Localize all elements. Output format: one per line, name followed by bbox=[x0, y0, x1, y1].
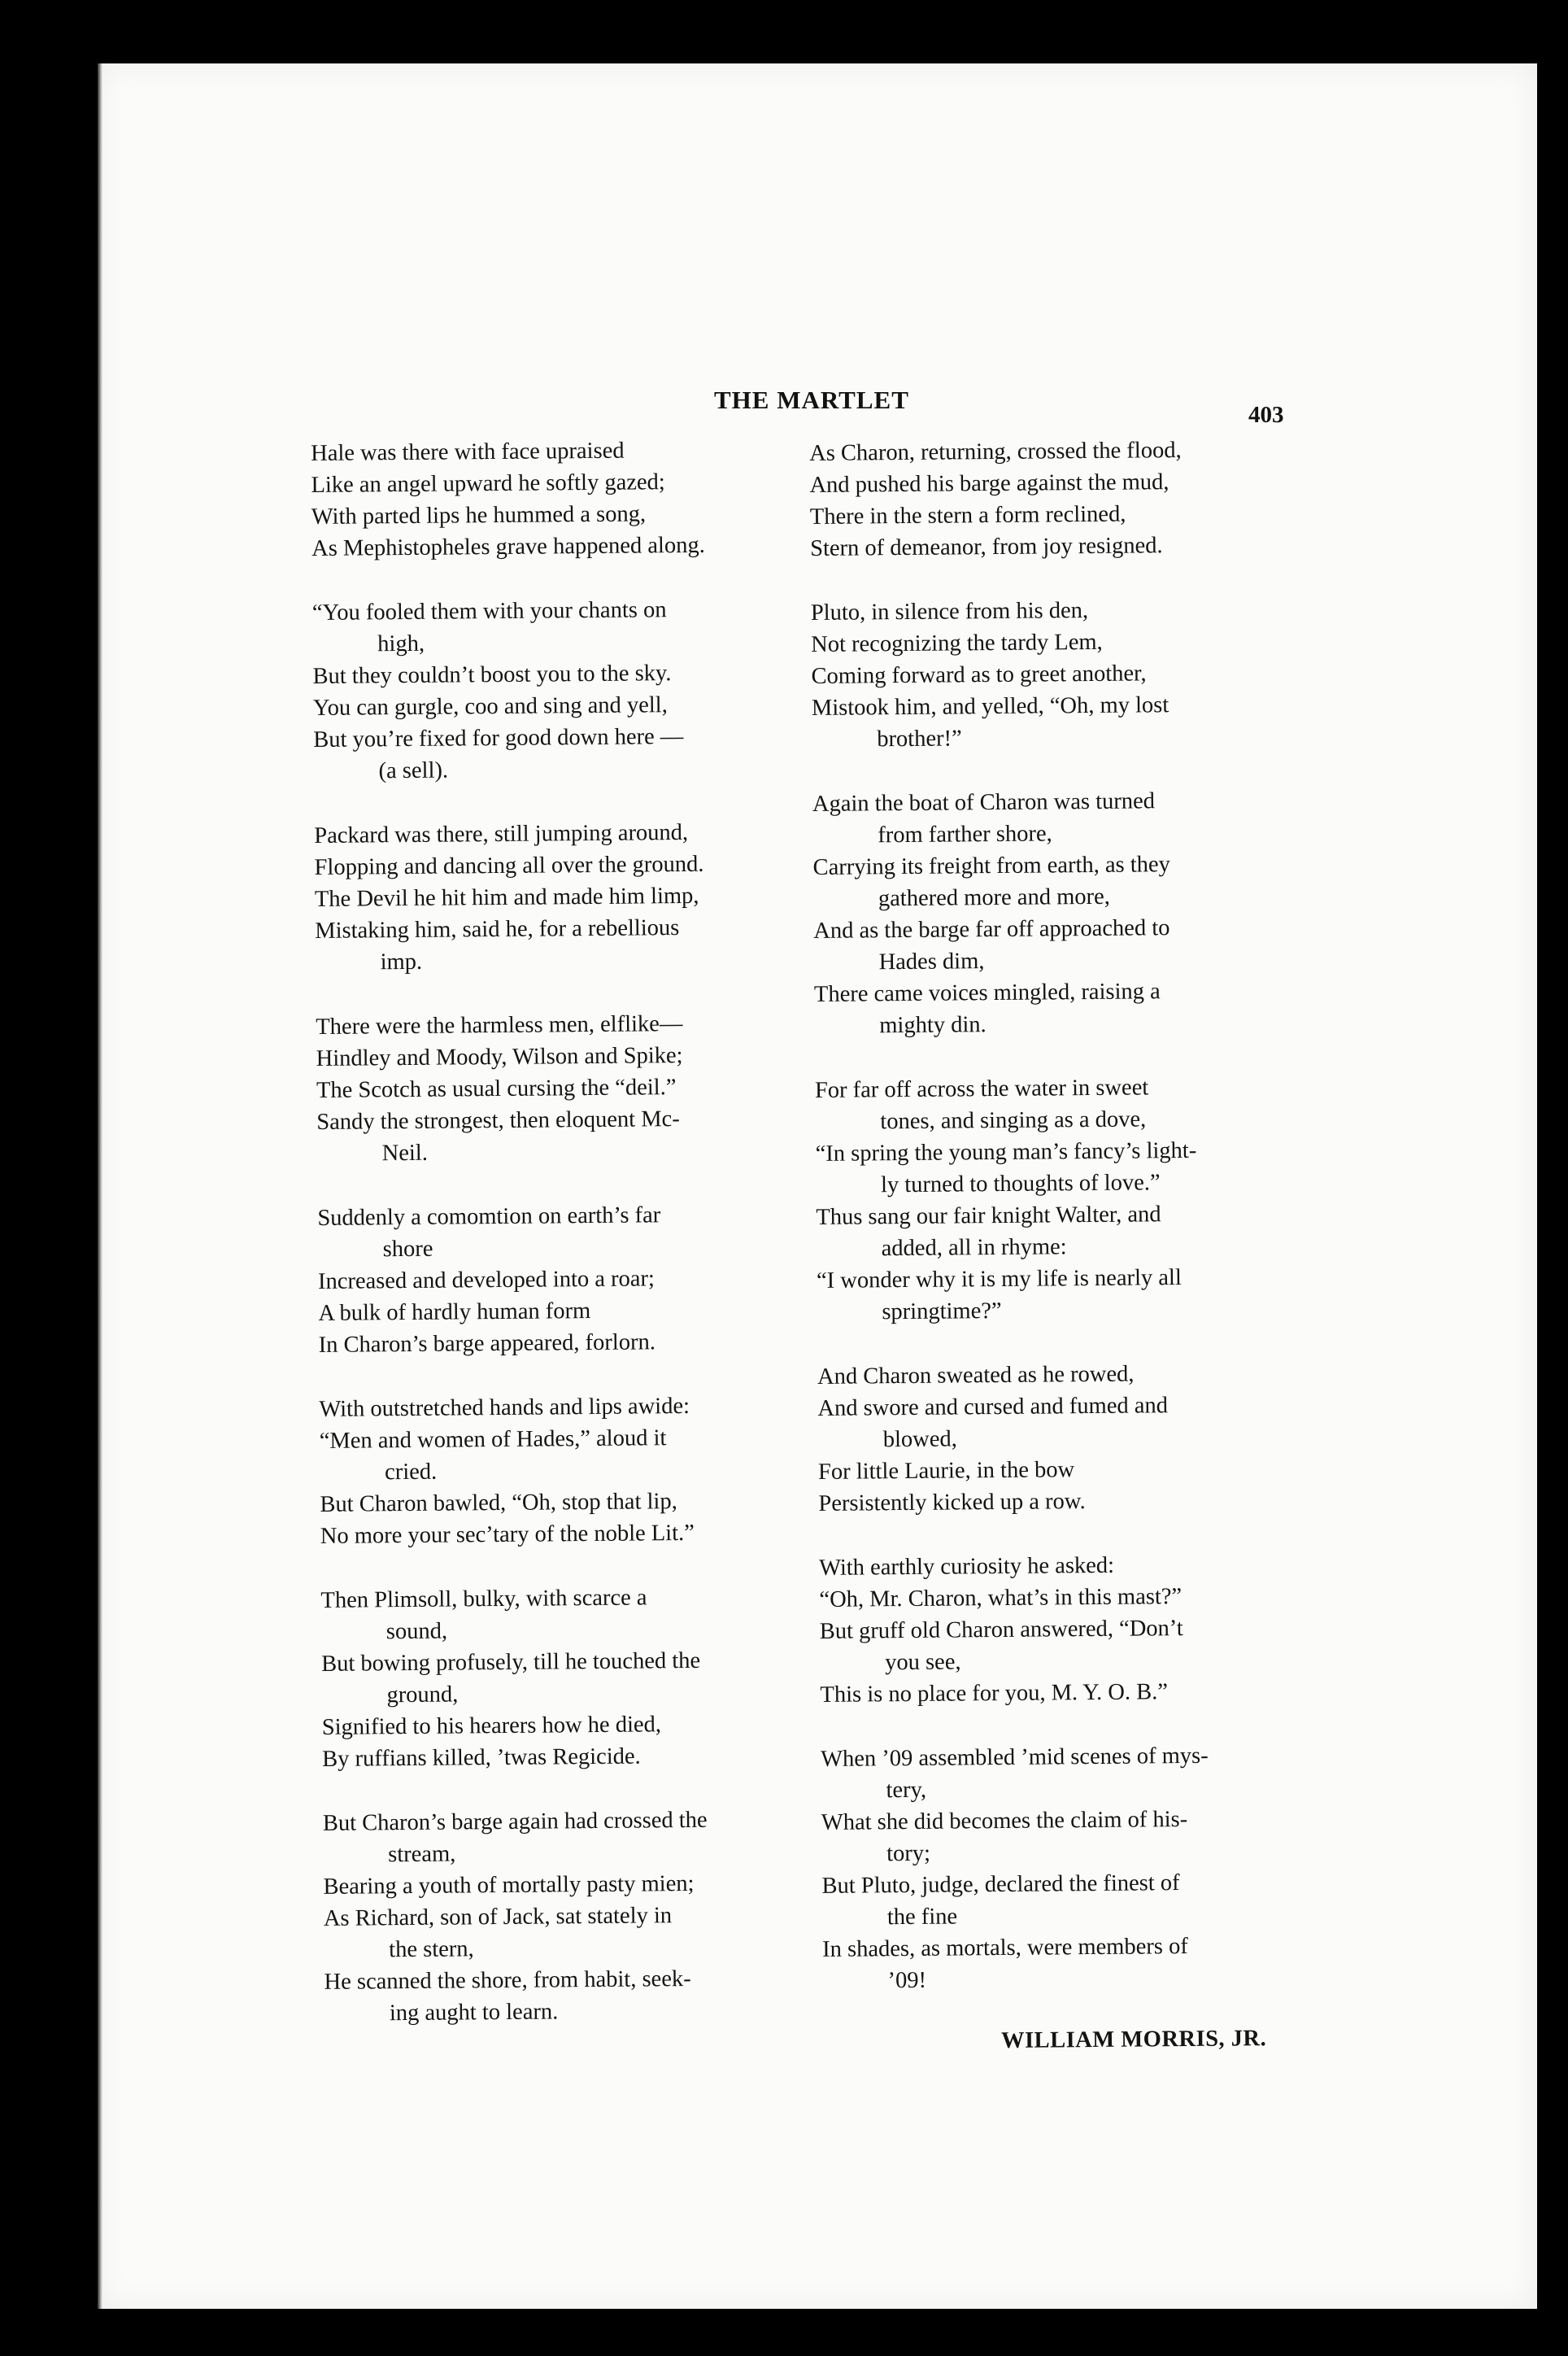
poem-line: Carrying its freight from earth, as they bbox=[812, 852, 1170, 880]
poem-line: “I wonder why it is my life is nearly all bbox=[816, 1265, 1182, 1294]
poem-line: There came voices mingled, raising a bbox=[813, 979, 1161, 1007]
poem-line: “Men and women of Hades,” aloud it bbox=[319, 1425, 667, 1454]
poem-line-continuation: springtime?” bbox=[882, 1298, 1002, 1325]
poem-line: A bulk of hardly human form bbox=[318, 1298, 591, 1326]
poem-line: But Charon bawled, “Oh, stop that lip, bbox=[320, 1489, 677, 1517]
poem-line: But bowing profusely, till he touched the bbox=[321, 1647, 701, 1677]
poem-line-continuation: imp. bbox=[380, 949, 423, 975]
poem-line: With earthly curiosity he asked: bbox=[818, 1552, 1115, 1581]
poem-line-continuation: brother!” bbox=[877, 726, 962, 753]
author-signature: WILLIAM MORRIS, JR. bbox=[1000, 2026, 1267, 2054]
poem-column-right-stanzas bbox=[809, 434, 1311, 1997]
poem-line: As Charon, returning, crossed the flood, bbox=[809, 438, 1182, 466]
poem-line-continuation: mighty din. bbox=[879, 1012, 987, 1039]
poem-line: With parted lips he hummed a song, bbox=[311, 501, 647, 530]
stanza-right-4 bbox=[815, 1071, 1305, 1329]
poem-line: Pluto, in silence from his den, bbox=[810, 598, 1089, 626]
poem-line: There in the stern a form reclined, bbox=[809, 501, 1126, 530]
poem-line: Mistaking him, said he, for a rebellious bbox=[315, 915, 680, 944]
poem-line-continuation: ’09! bbox=[887, 1967, 927, 1994]
stanza-left-3 bbox=[314, 816, 804, 979]
poem-line: There were the harmless men, elflike— bbox=[316, 1011, 683, 1040]
stanza-right-1 bbox=[809, 434, 1298, 565]
poem-line: As Richard, son of Jack, sat stately in bbox=[323, 1903, 673, 1931]
poem-line-continuation: tery, bbox=[886, 1777, 927, 1804]
poem-line: Hale was there with face upraised bbox=[311, 438, 625, 466]
poem-line: Mistook him, and yelled, “Oh, my lost bbox=[811, 692, 1169, 721]
poem-line: Thus sang our fair knight Walter, and bbox=[816, 1202, 1161, 1230]
poem-line: “Oh, Mr. Charon, what’s in this mast?” bbox=[819, 1584, 1183, 1612]
poem-line: The Scotch as usual cursing the “deil.” bbox=[316, 1075, 677, 1103]
poem-line: Persistently kicked up a row. bbox=[818, 1489, 1086, 1516]
stanza-left-2 bbox=[312, 593, 802, 788]
poem-line-continuation: added, all in rhyme: bbox=[881, 1234, 1067, 1262]
stanza-left-8 bbox=[323, 1804, 812, 2030]
poem-line: He scanned the shore, from habit, seek- bbox=[324, 1966, 691, 1995]
stanza-left-1 bbox=[311, 434, 799, 565]
poem-line: Like an angel upward he softly gazed; bbox=[311, 469, 665, 498]
poem-line: And Charon sweated as he rowed, bbox=[817, 1361, 1135, 1390]
stanza-right-5 bbox=[817, 1357, 1307, 1520]
poem-line: Stern of demeanor, from joy resigned. bbox=[810, 533, 1163, 561]
poem-line-continuation: tory; bbox=[886, 1840, 931, 1867]
stanza-left-7 bbox=[320, 1581, 810, 1775]
page-number: 403 bbox=[1248, 402, 1284, 428]
poem-line: When ’09 assembled ’mid scenes of mys- bbox=[821, 1743, 1209, 1772]
stanza-right-3 bbox=[812, 784, 1303, 1042]
poem-line: Not recognizing the tardy Lem, bbox=[811, 629, 1103, 657]
stanza-left-5 bbox=[317, 1198, 807, 1361]
poem-line-continuation: (a sell). bbox=[378, 757, 449, 784]
poem-line: But gruff old Charon answered, “Don’t bbox=[819, 1616, 1183, 1644]
poem-line: This is no place for you, M. Y. O. B.” bbox=[820, 1679, 1169, 1708]
poem-line: Then Plimsoll, bulky, with scarce a bbox=[320, 1585, 647, 1613]
poem-line: And as the barge far off approached to bbox=[813, 915, 1170, 944]
poem-line-continuation: ground, bbox=[386, 1682, 459, 1708]
poem-line: Increased and developed into a roar; bbox=[317, 1266, 656, 1294]
poem-line: Coming forward as to greet another, bbox=[811, 661, 1147, 689]
poem-line-continuation: tones, and singing as a dove, bbox=[880, 1106, 1147, 1135]
poem-line: In Charon’s barge appeared, forlorn. bbox=[318, 1329, 656, 1358]
page-header bbox=[325, 386, 1301, 434]
poem-line: Sandy the strongest, then eloquent Mc- bbox=[316, 1106, 680, 1135]
poem-line-continuation: stream, bbox=[388, 1841, 456, 1868]
poem-line-continuation: gathered more and more, bbox=[878, 884, 1110, 912]
poem-line: What she did becomes the claim of his- bbox=[821, 1807, 1188, 1835]
poem-column-left bbox=[311, 434, 812, 2062]
poem-line: For far off across the water in sweet bbox=[814, 1075, 1149, 1103]
poem-line-continuation: Neil. bbox=[381, 1140, 429, 1167]
poem-line: Signified to his hearers how he died, bbox=[321, 1712, 662, 1740]
poem-line-continuation: blowed, bbox=[882, 1426, 957, 1453]
poem-line-continuation: cried. bbox=[384, 1459, 438, 1486]
poem-line: You can gurgle, coo and sing and yell, bbox=[312, 692, 668, 721]
poem-line: “In spring the young man’s fancy’s light- bbox=[815, 1137, 1197, 1167]
poem-line: And pushed his barge against the mud, bbox=[809, 469, 1169, 498]
stanza-left-6 bbox=[319, 1390, 808, 1552]
poem-line: Suddenly a comomtion on earth’s far bbox=[317, 1202, 661, 1231]
poem-line-continuation: shore bbox=[382, 1236, 433, 1263]
poem-line: And swore and cursed and fumed and bbox=[817, 1393, 1169, 1421]
poem-line-continuation: ly turned to thoughts of love.” bbox=[880, 1170, 1161, 1198]
poem-column-right bbox=[809, 434, 1311, 2056]
poem-line: With outstretched hands and lips awide: bbox=[319, 1393, 690, 1422]
stanza-right-2 bbox=[811, 593, 1300, 756]
poem-line: For little Laurie, in the bow bbox=[817, 1457, 1075, 1485]
poem-line-continuation: high, bbox=[377, 630, 425, 657]
stanza-right-6 bbox=[819, 1548, 1309, 1711]
poem-line-continuation: you see, bbox=[885, 1649, 961, 1676]
poem-line: “You fooled them with your chants on bbox=[311, 597, 667, 626]
poem-line: Hindley and Moody, Wilson and Spike; bbox=[316, 1043, 683, 1071]
poem-line: No more your sec’tary of the noble Lit.” bbox=[320, 1520, 695, 1549]
poem-line: Packard was there, still jumping around, bbox=[314, 819, 689, 849]
poem-line: But they couldn’t boost you to the sky. bbox=[312, 661, 672, 689]
poem-line: Bearing a youth of mortally pasty mien; bbox=[323, 1870, 695, 1900]
poem-line-continuation: sound, bbox=[385, 1618, 448, 1645]
poem-line-continuation: Hades dim, bbox=[878, 949, 985, 975]
binding-edge bbox=[98, 63, 102, 2309]
stanza-right-7 bbox=[821, 1739, 1311, 1997]
poem-line: In shades, as mortals, were members of bbox=[822, 1934, 1188, 1962]
poem-line-continuation: the fine bbox=[886, 1904, 958, 1931]
poem-line: But Pluto, judge, declared the finest of bbox=[821, 1870, 1180, 1899]
poem-line: But Charon’s barge again had crossed the bbox=[322, 1807, 708, 1836]
poem-line: By ruffians killed, ’twas Regicide. bbox=[322, 1743, 641, 1772]
poem-line-continuation: ing aught to learn. bbox=[389, 1999, 559, 2027]
poem-line: But you’re fixed for good down here — bbox=[313, 724, 684, 753]
poem-line: Flopping and dancing all over the ground. bbox=[314, 851, 704, 880]
poem-line: Again the boat of Charon was turned bbox=[812, 788, 1156, 817]
poem-line-continuation: the stern, bbox=[389, 1936, 474, 1963]
stanza-left-4 bbox=[316, 1007, 805, 1170]
running-title: THE MARTLET bbox=[714, 386, 909, 414]
poem-line-continuation: from farther shore, bbox=[878, 821, 1052, 849]
poem-line: The Devil he hit him and made him limp, bbox=[314, 883, 699, 912]
poem-line: As Mephistopheles grave happened along. bbox=[311, 532, 705, 561]
